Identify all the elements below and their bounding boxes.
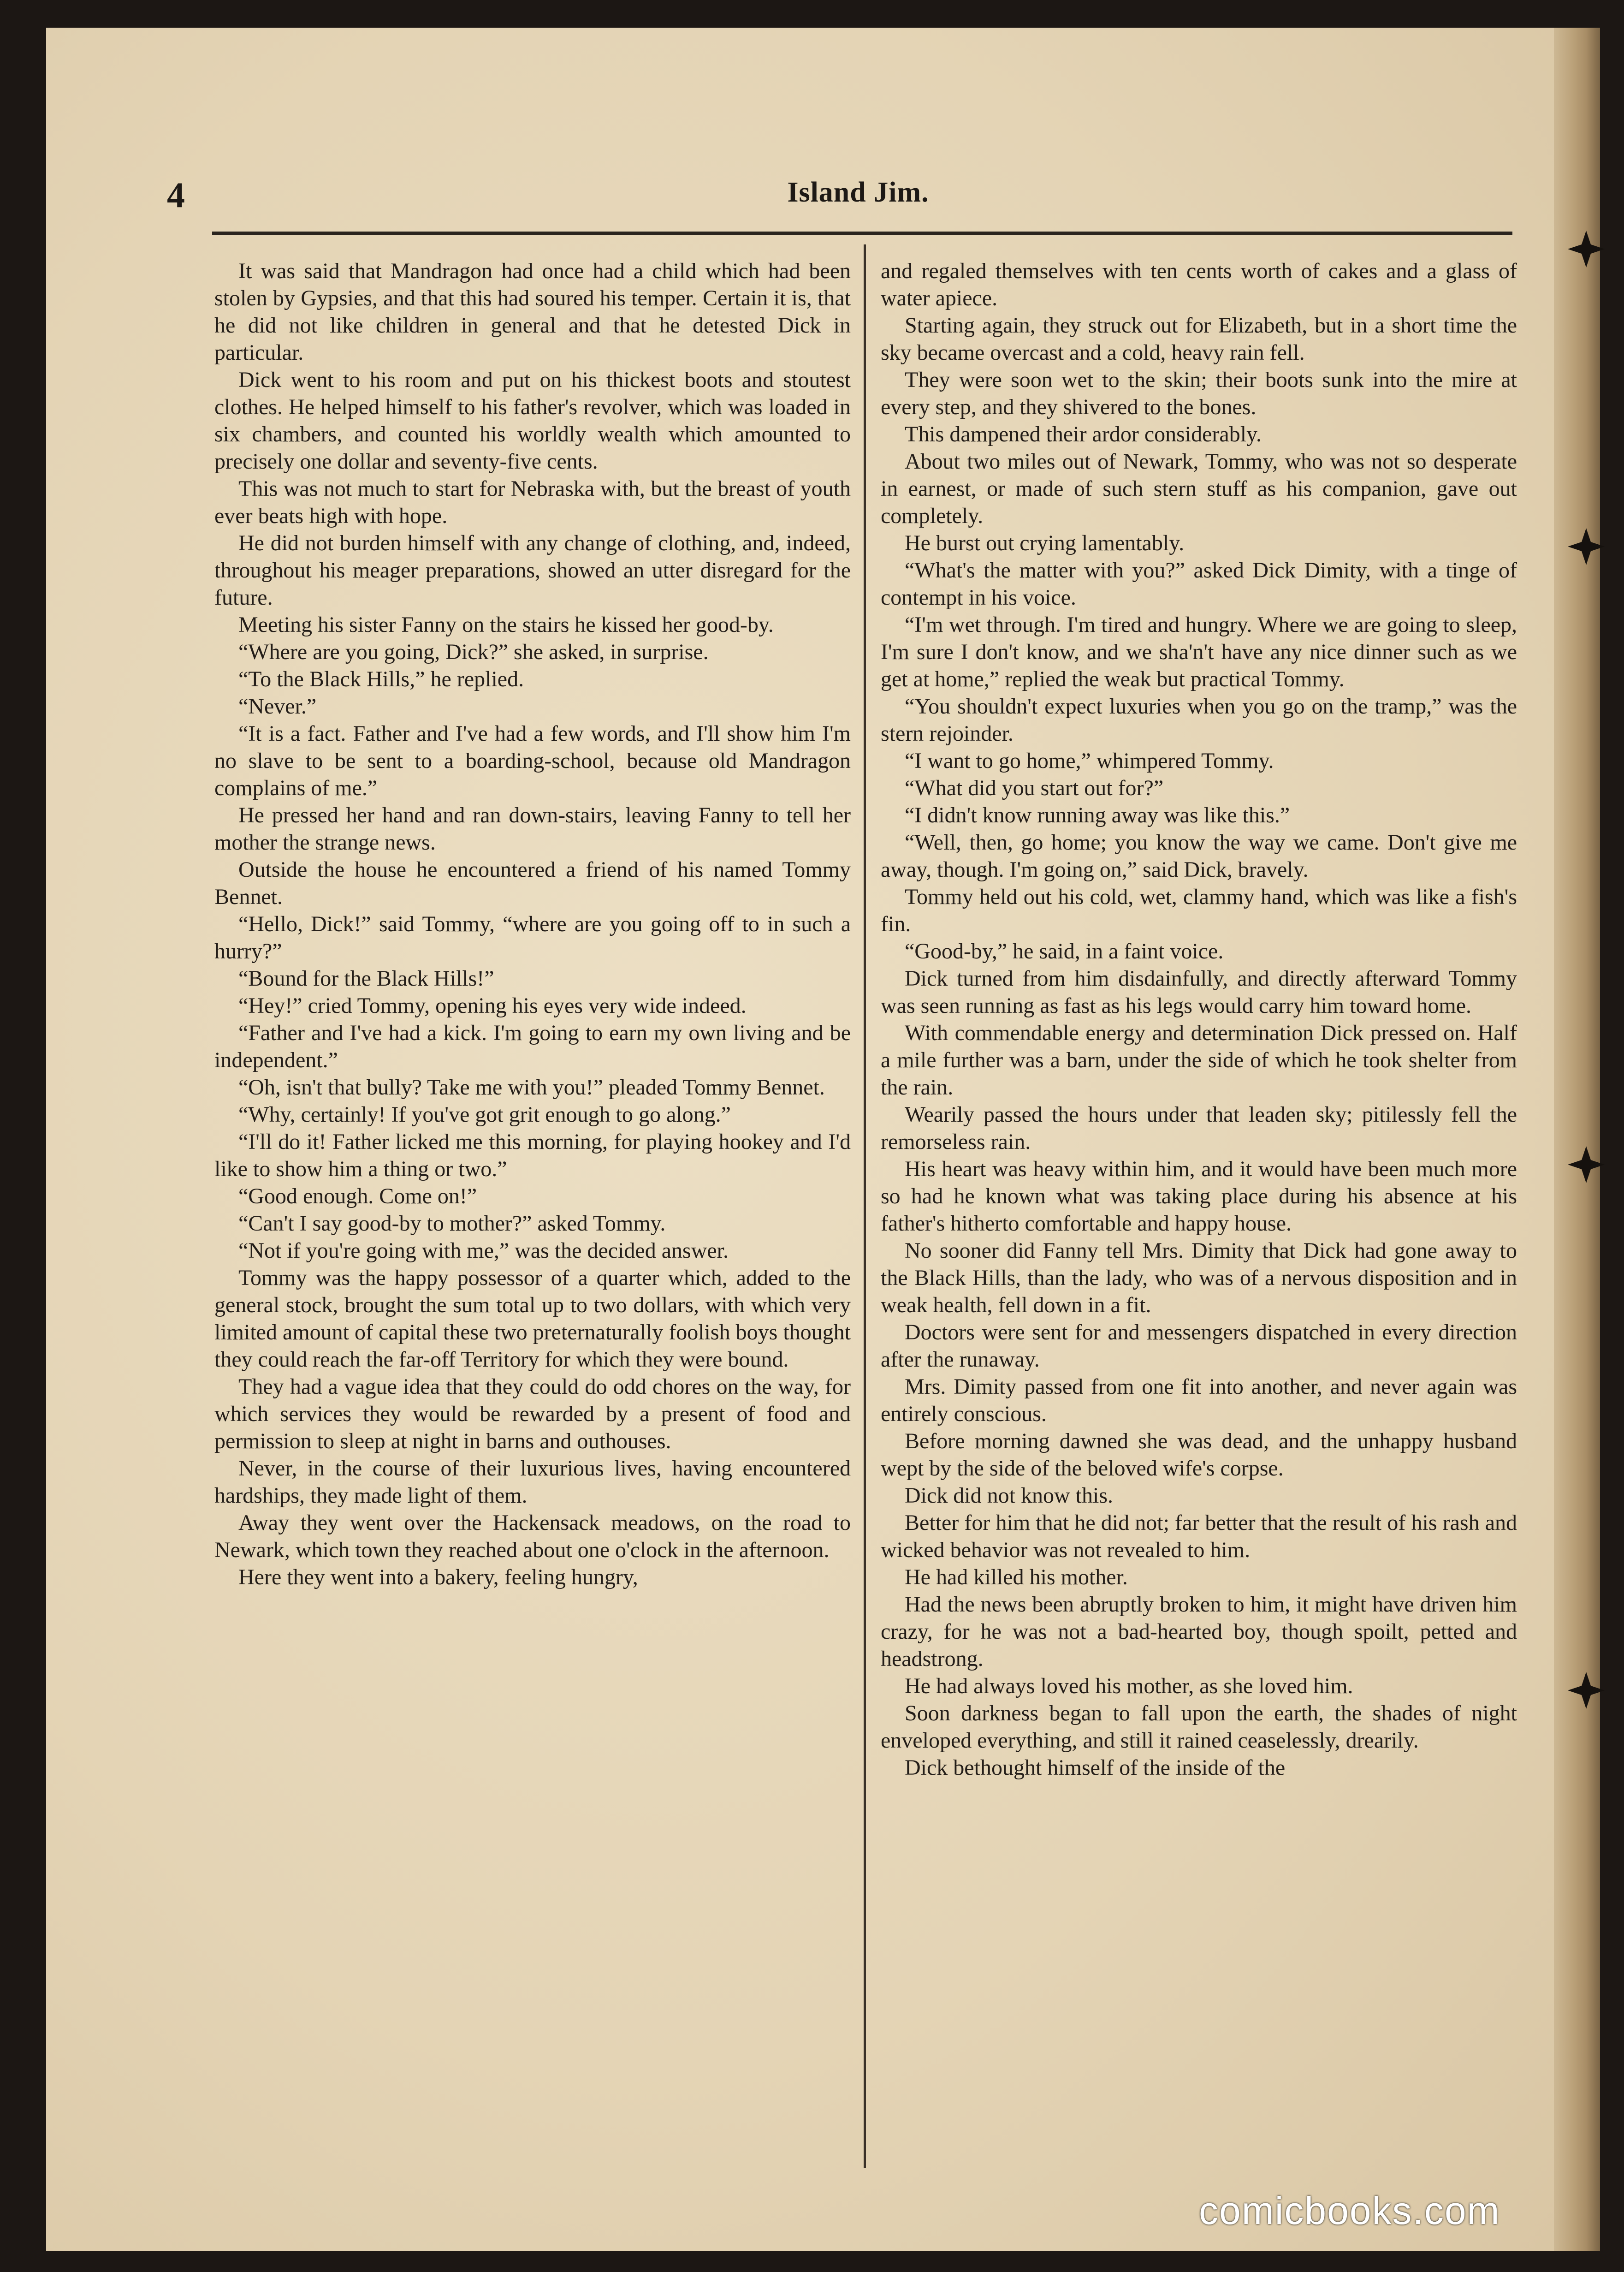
paragraph: Wearily passed the hours under that leaden sky; pitilessly fell the remorseless rain.: [881, 1102, 1517, 1154]
paragraph: “Bound for the Black Hills!”: [238, 966, 494, 991]
paragraph: His heart was heavy within him, and it would have been much more so had he known what was taking place during his absence at his father's hitherto comfortable and happy house.: [881, 1157, 1517, 1236]
paragraph: “I want to go home,” whimpered Tommy.: [905, 749, 1274, 773]
paragraph: “Hello, Dick!” said Tommy, “where are you going off to in such a hurry?”: [214, 912, 851, 964]
column-divider: [864, 244, 866, 2168]
paragraph: “Well, then, go home; you know the way we came. Don't give me away, though. I'm going on,” said Dick, bravely.: [881, 830, 1517, 882]
running-title: Island Jim.: [787, 177, 929, 208]
paragraph: “To the Black Hills,” he replied.: [238, 667, 524, 691]
paragraph: Never, in the course of their luxurious lives, having encountered hardships, they made light of them.: [214, 1456, 851, 1508]
paragraph: This dampened their ardor considerably.: [905, 422, 1262, 446]
paragraph: Away they went over the Hackensack meadows, on the road to Newark, which town they reached about one o'clock in the afternoon.: [214, 1511, 851, 1562]
paragraph: They were soon wet to the skin; their boots sunk into the mire at every step, and they shivered to the bones.: [881, 368, 1517, 419]
paragraph: He burst out crying lamentably.: [905, 531, 1185, 555]
binding-spine: [1554, 28, 1600, 2251]
binding-stitch-icon: [1565, 1144, 1607, 1185]
paragraph: “You shouldn't expect luxuries when you go on the tramp,” was the stern rejoinder.: [881, 694, 1517, 746]
paragraph: “What's the matter with you?” asked Dick Dimity, with a tinge of contempt in his voice.: [881, 558, 1517, 610]
paragraph: Better for him that he did not; far better that the result of his rash and wicked behavior was not revealed to him.: [881, 1511, 1517, 1562]
paragraph: Outside the house he encountered a friend of his named Tommy Bennet.: [214, 857, 851, 909]
paragraph: Had the news been abruptly broken to him, it might have driven him crazy, for he was not a bad-hearted boy, though spoilt, petted and headstrong.: [881, 1592, 1517, 1671]
paragraph: “Father and I've had a kick. I'm going to earn my own living and be independent.”: [214, 1021, 851, 1072]
watermark: comicbooks.com: [1199, 2189, 1500, 2232]
paragraph: No sooner did Fanny tell Mrs. Dimity that Dick had gone away to the Black Hills, than the lady, who was of a nervous disposition and in weak health, fell down in a fit.: [881, 1238, 1517, 1317]
paragraph: Dick did not know this.: [905, 1483, 1113, 1508]
paragraph: “Can't I say good-by to mother?” asked Tommy.: [238, 1211, 666, 1236]
paragraph: Mrs. Dimity passed from one fit into another, and never again was entirely conscious.: [881, 1374, 1517, 1426]
paragraph: He had always loved his mother, as she loved him.: [905, 1674, 1353, 1698]
paragraph: Doctors were sent for and messengers dispatched in every direction after the runaway.: [881, 1320, 1517, 1372]
paragraph: Starting again, they struck out for Elizabeth, but in a short time the sky became overcast and a cold, heavy rain fell.: [881, 313, 1517, 365]
paragraph: “I didn't know running away was like this.”: [905, 803, 1290, 827]
paragraph: Soon darkness began to fall upon the earth, the shades of night enveloped everything, and still it rained ceaselessly, drearily.: [881, 1701, 1517, 1753]
paragraph: “Good enough. Come on!”: [238, 1184, 477, 1208]
paragraph: He pressed her hand and ran down-stairs, leaving Fanny to tell her mother the strange news.: [214, 803, 851, 855]
paragraph: This was not much to start for Nebraska with, but the breast of youth ever beats high with hope.: [214, 476, 851, 528]
paragraph: Dick bethought himself of the inside of the: [905, 1755, 1286, 1780]
binding-stitch-icon: [1565, 526, 1607, 567]
left-column: [214, 257, 851, 1591]
paragraph: “Oh, isn't that bully? Take me with you!” pleaded Tommy Bennet.: [238, 1075, 825, 1100]
magazine-page: [46, 28, 1562, 2251]
paragraph: Tommy was the happy possessor of a quarter which, added to the general stock, brought the sum total up to two dollars, with which very limited amount of capital these two preternaturally foolish boys thought they could reach the far-off Territory for which they were bound.: [214, 1266, 851, 1372]
paragraph: Before morning dawned she was dead, and the unhappy husband wept by the side of the beloved wife's corpse.: [881, 1429, 1517, 1481]
paragraph: Dick went to his room and put on his thickest boots and stoutest clothes. He helped himself to his father's revolver, which was loaded in six chambers, and counted his worldly wealth which amounted to precisely one dollar and seventy-five cents.: [214, 368, 851, 474]
paragraph: He did not burden himself with any change of clothing, and, indeed, throughout his meager preparations, showed an utter disregard for the future.: [214, 531, 851, 610]
header-rule: [212, 232, 1512, 235]
paragraph: Dick turned from him disdainfully, and directly afterward Tommy was seen running as fast as his legs would carry him toward home.: [881, 966, 1517, 1018]
paragraph: “I'll do it! Father licked me this morning, for playing hookey and I'd like to show him a thing or two.”: [214, 1130, 851, 1181]
paragraph: “I'm wet through. I'm tired and hungry. Where we are going to sleep, I'm sure I don't know, and we sha'n't have any nice dinner such as we get at home,” replied the weak but practical Tommy.: [881, 613, 1517, 691]
paragraph: “Never.”: [238, 694, 317, 719]
paragraph: “Why, certainly! If you've got grit enough to go along.”: [238, 1102, 731, 1127]
paragraph: He had killed his mother.: [905, 1565, 1128, 1589]
right-column: [881, 257, 1517, 1781]
paragraph: With commendable energy and determination Dick pressed on. Half a mile further was a barn, under the side of which he took shelter from the rain.: [881, 1021, 1517, 1100]
paragraph: “It is a fact. Father and I've had a few words, and I'll show him I'm no slave to be sent to a boarding-school, because old Mandragon complains of me.”: [214, 721, 851, 800]
paragraph: It was said that Mandragon had once had a child which had been stolen by Gypsies, and that this had soured his temper. Certain it is, that he did not like children in general and that he detested Dick in particular.: [214, 259, 851, 365]
paragraph: “Good-by,” he said, in a faint voice.: [905, 939, 1224, 964]
paragraph: “Hey!” cried Tommy, opening his eyes very wide indeed.: [238, 993, 747, 1018]
paragraph: and regaled themselves with ten cents worth of cakes and a glass of water apiece.: [881, 259, 1517, 310]
paragraph: About two miles out of Newark, Tommy, who was not so desperate in earnest, or made of such stern stuff as his companion, gave out completely.: [881, 449, 1517, 528]
binding-stitch-icon: [1565, 228, 1607, 270]
binding-stitch-icon: [1565, 1670, 1607, 1711]
paragraph: “Not if you're going with me,” was the decided answer.: [238, 1238, 729, 1263]
paragraph: “Where are you going, Dick?” she asked, in surprise.: [238, 640, 709, 664]
page-number: 4: [167, 175, 185, 215]
paragraph: “What did you start out for?”: [905, 776, 1164, 800]
paragraph: Here they went into a bakery, feeling hungry,: [238, 1565, 638, 1589]
paragraph: Meeting his sister Fanny on the stairs he kissed her good-by.: [238, 613, 774, 637]
paragraph: They had a vague idea that they could do odd chores on the way, for which services they would be rewarded by a present of food and permission to sleep at night in barns and outhouses.: [214, 1374, 851, 1453]
paragraph: Tommy held out his cold, wet, clammy hand, which was like a fish's fin.: [881, 885, 1517, 936]
